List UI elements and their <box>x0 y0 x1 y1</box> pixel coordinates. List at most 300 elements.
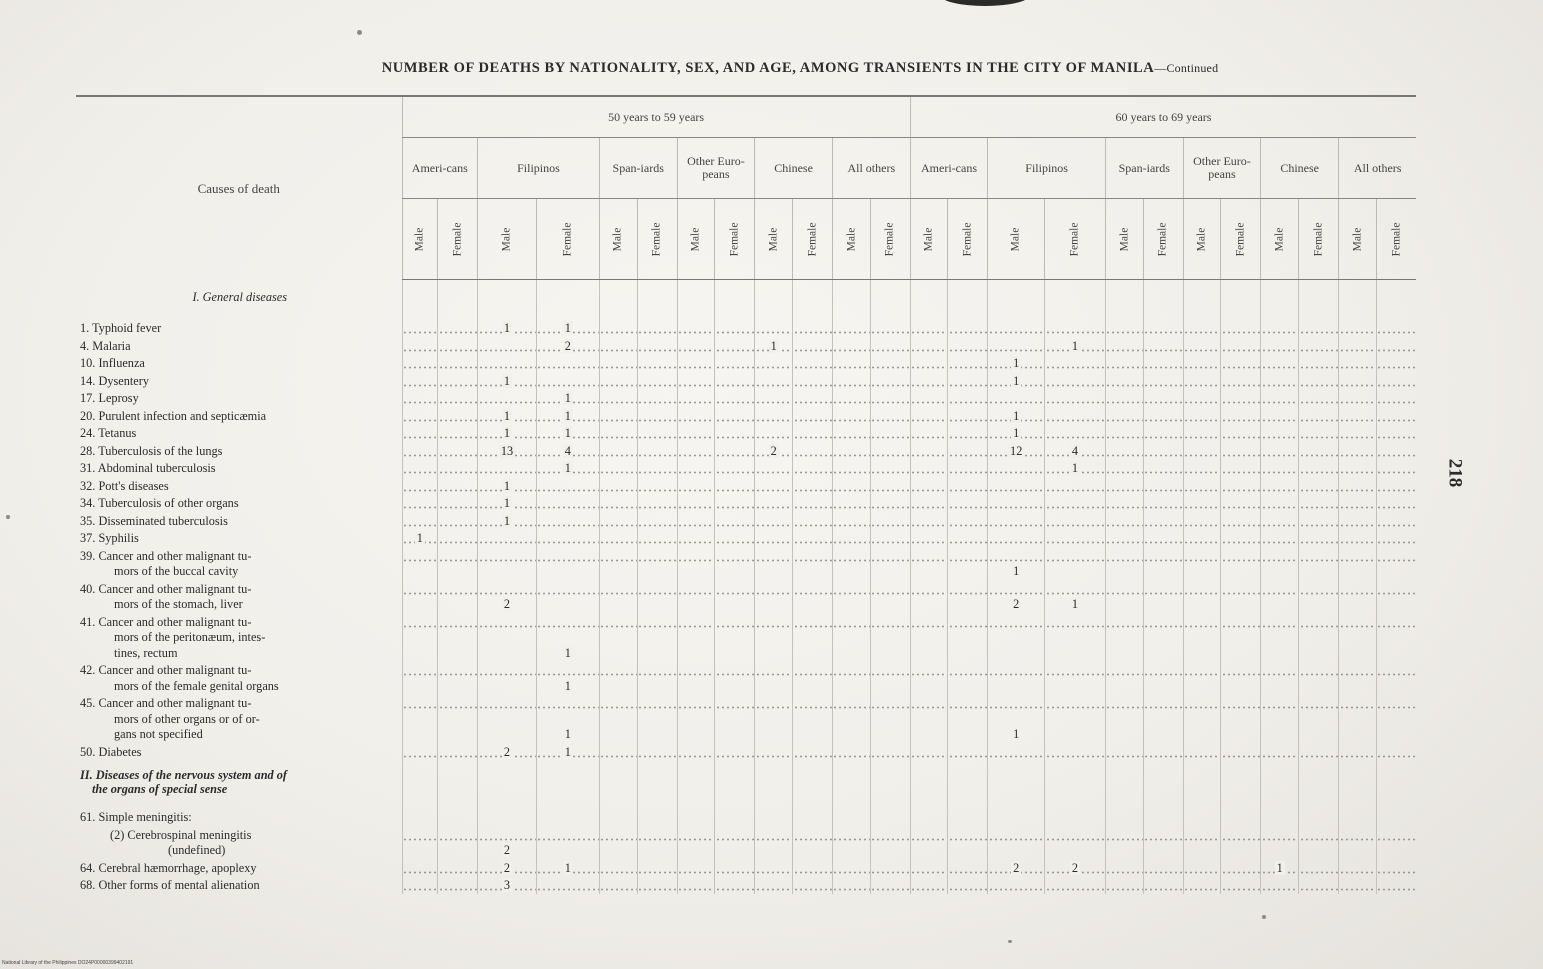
empty-cell <box>1299 389 1339 407</box>
empty-cell <box>677 459 715 477</box>
empty-cell <box>1105 459 1143 477</box>
empty-cell <box>1221 337 1261 355</box>
deaths-table <box>76 95 1416 894</box>
empty-cell <box>1261 477 1299 495</box>
empty-cell <box>1376 512 1416 530</box>
empty-cell <box>677 407 715 425</box>
empty-cell <box>536 529 599 547</box>
empty-cell <box>1105 372 1143 390</box>
empty-cell <box>438 354 478 372</box>
empty-cell <box>1221 494 1261 512</box>
section-title-continued: the organs of special sense <box>92 782 228 796</box>
empty-cell <box>1221 580 1261 613</box>
empty-cell <box>637 319 677 337</box>
empty-cell <box>1339 442 1377 460</box>
empty-cell <box>832 337 870 355</box>
count-value: 1 <box>564 426 571 440</box>
empty-cell <box>1221 424 1261 442</box>
count-value: 2 <box>503 597 511 611</box>
cause-of-death <box>76 512 402 530</box>
empty-cell <box>1143 859 1183 877</box>
empty-cell <box>1105 407 1143 425</box>
empty-cell <box>1376 319 1416 337</box>
empty-cell <box>1376 760 1416 808</box>
count-value: 13 <box>500 443 514 458</box>
cause-of-death <box>76 859 402 877</box>
empty-cell <box>715 407 755 425</box>
speck <box>1008 940 1012 943</box>
empty-cell <box>870 337 910 355</box>
empty-cell <box>793 389 833 407</box>
cause-label: 50. Diabetes <box>80 744 142 759</box>
empty-cell <box>793 529 833 547</box>
empty-cell <box>870 760 910 808</box>
cause-label: 24. Tetanus <box>80 426 137 440</box>
count-value: 1 <box>564 461 571 475</box>
table-row <box>76 477 1416 495</box>
empty-cell <box>832 280 870 320</box>
empty-cell <box>793 694 833 743</box>
death-count <box>988 354 1045 372</box>
empty-cell <box>599 407 637 425</box>
empty-cell <box>1143 694 1183 743</box>
empty-cell <box>599 859 637 877</box>
empty-cell <box>1299 580 1339 613</box>
cause-label: 10. Influenza <box>80 356 145 370</box>
cause-label: 14. Dysentery <box>80 373 149 388</box>
empty-cell <box>677 613 715 662</box>
empty-cell <box>755 613 793 662</box>
empty-cell <box>1299 694 1339 743</box>
empty-cell <box>988 529 1045 547</box>
empty-cell <box>1376 477 1416 495</box>
empty-cell <box>599 459 637 477</box>
empty-cell <box>1183 529 1221 547</box>
empty-cell <box>1339 826 1377 859</box>
empty-cell <box>715 280 755 320</box>
cause-label-continued: mors of other organs or of or- <box>114 711 260 726</box>
age-group-60-69: 60 years to 69 years <box>910 96 1416 138</box>
causes-of-death-header: Causes of death <box>76 96 402 280</box>
empty-cell <box>870 494 910 512</box>
death-count <box>478 372 537 390</box>
section-row-nervous <box>76 760 1416 808</box>
male-header <box>988 199 1045 280</box>
empty-cell <box>1183 494 1221 512</box>
table-row <box>76 743 1416 761</box>
empty-cell <box>755 694 793 743</box>
empty-cell <box>1183 743 1221 761</box>
empty-cell <box>832 613 870 662</box>
male-header <box>599 199 637 280</box>
empty-cell <box>402 442 438 460</box>
death-count <box>988 407 1045 425</box>
cause-label-continued: mors of the stomach, liver <box>114 597 243 611</box>
death-count <box>988 694 1045 743</box>
empty-cell <box>793 407 833 425</box>
empty-cell <box>910 372 948 390</box>
empty-cell <box>1045 477 1106 495</box>
empty-cell <box>1221 407 1261 425</box>
count-value: 1 <box>1013 426 1020 440</box>
table-row <box>76 494 1416 512</box>
empty-cell <box>1221 442 1261 460</box>
empty-cell <box>948 494 988 512</box>
empty-cell <box>1221 547 1261 580</box>
count-value: 2 <box>503 744 511 759</box>
death-count <box>755 442 793 460</box>
empty-cell <box>599 477 637 495</box>
empty-cell <box>536 547 599 580</box>
empty-cell <box>793 512 833 530</box>
empty-cell <box>478 661 537 694</box>
count-value: 1 <box>564 408 571 423</box>
empty-cell <box>402 407 438 425</box>
sex-label: Male <box>413 227 426 252</box>
empty-cell <box>1299 494 1339 512</box>
nationality-header: Other Euro-peans <box>1183 138 1261 199</box>
cause-label: 4. Malaria <box>80 338 131 353</box>
female-header <box>438 199 478 280</box>
death-count <box>478 442 537 460</box>
empty-cell <box>1183 337 1221 355</box>
male-header <box>478 199 537 280</box>
empty-cell <box>1183 547 1221 580</box>
count-value: 1 <box>564 727 571 741</box>
empty-cell <box>1143 826 1183 859</box>
table-row <box>76 424 1416 442</box>
empty-cell <box>1105 477 1143 495</box>
empty-cell <box>910 529 948 547</box>
empty-cell <box>832 442 870 460</box>
empty-cell <box>755 407 793 425</box>
empty-cell <box>948 580 988 613</box>
death-count <box>478 319 537 337</box>
count-value: 2 <box>1071 860 1079 875</box>
empty-cell <box>910 808 948 826</box>
empty-cell <box>832 580 870 613</box>
empty-cell <box>478 613 537 662</box>
female-header <box>1221 199 1261 280</box>
empty-cell <box>755 743 793 761</box>
table-row <box>76 694 1416 743</box>
empty-cell <box>1376 354 1416 372</box>
count-value: 1 <box>1071 597 1079 611</box>
empty-cell <box>599 512 637 530</box>
empty-cell <box>536 512 599 530</box>
empty-cell <box>1376 389 1416 407</box>
table-row <box>76 547 1416 580</box>
empty-cell <box>1183 389 1221 407</box>
empty-cell <box>677 876 715 894</box>
empty-cell <box>478 280 537 320</box>
empty-cell <box>1105 760 1143 808</box>
empty-cell <box>1339 760 1377 808</box>
empty-cell <box>793 808 833 826</box>
empty-cell <box>1143 280 1183 320</box>
death-count <box>536 424 599 442</box>
empty-cell <box>637 613 677 662</box>
empty-cell <box>948 354 988 372</box>
empty-cell <box>948 442 988 460</box>
empty-cell <box>832 547 870 580</box>
empty-cell <box>755 389 793 407</box>
empty-cell <box>1221 694 1261 743</box>
empty-cell <box>948 826 988 859</box>
empty-cell <box>832 512 870 530</box>
empty-cell <box>637 494 677 512</box>
table-row <box>76 459 1416 477</box>
cause-label-continued: mors of the female genital organs <box>114 678 279 693</box>
empty-cell <box>715 337 755 355</box>
empty-cell <box>1221 512 1261 530</box>
table-body <box>76 280 1416 894</box>
count-value: 1 <box>564 645 571 660</box>
empty-cell <box>1376 859 1416 877</box>
empty-cell <box>793 743 833 761</box>
empty-cell <box>870 808 910 826</box>
count-value: 1 <box>564 678 571 693</box>
empty-cell <box>1221 859 1261 877</box>
sex-label: Female <box>1156 222 1169 257</box>
empty-cell <box>402 760 438 808</box>
empty-cell <box>948 512 988 530</box>
empty-cell <box>1143 547 1183 580</box>
empty-cell <box>1221 372 1261 390</box>
empty-cell <box>1261 529 1299 547</box>
empty-cell <box>599 354 637 372</box>
empty-cell <box>793 372 833 390</box>
count-value: 1 <box>503 373 511 388</box>
empty-cell <box>1261 808 1299 826</box>
empty-cell <box>1045 613 1106 662</box>
death-count <box>988 580 1045 613</box>
count-value: 1 <box>1276 860 1283 875</box>
empty-cell <box>1045 319 1106 337</box>
speck <box>1262 915 1266 919</box>
empty-cell <box>832 459 870 477</box>
empty-cell <box>1376 529 1416 547</box>
empty-cell <box>948 859 988 877</box>
empty-cell <box>1183 442 1221 460</box>
empty-cell <box>599 826 637 859</box>
empty-cell <box>755 512 793 530</box>
female-header <box>637 199 677 280</box>
empty-cell <box>599 694 637 743</box>
empty-cell <box>599 389 637 407</box>
empty-cell <box>677 580 715 613</box>
cause-of-death <box>76 547 402 580</box>
empty-cell <box>1045 661 1106 694</box>
empty-cell <box>1376 876 1416 894</box>
empty-cell <box>910 442 948 460</box>
empty-cell <box>1183 613 1221 662</box>
empty-cell <box>536 372 599 390</box>
empty-cell <box>870 661 910 694</box>
nationality-header: Filipinos <box>478 138 600 199</box>
nationality-header: Chinese <box>755 138 833 199</box>
empty-cell <box>870 319 910 337</box>
empty-cell <box>1299 477 1339 495</box>
empty-cell <box>755 876 793 894</box>
empty-cell <box>755 580 793 613</box>
death-count <box>755 337 793 355</box>
empty-cell <box>948 477 988 495</box>
count-value: 1 <box>503 496 511 510</box>
sex-label: Female <box>1068 222 1081 257</box>
empty-cell <box>1261 280 1299 320</box>
empty-cell <box>755 808 793 826</box>
death-count <box>988 547 1045 580</box>
cause-label: 35. Disseminated tuberculosis <box>80 513 228 528</box>
empty-cell <box>1045 529 1106 547</box>
empty-cell <box>988 512 1045 530</box>
empty-cell <box>1261 661 1299 694</box>
empty-cell <box>637 407 677 425</box>
empty-cell <box>1339 477 1377 495</box>
death-count <box>478 477 537 495</box>
cause-label: 28. Tuberculosis of the lungs <box>80 443 223 458</box>
empty-cell <box>1261 337 1299 355</box>
cause-label: (2) Cerebrospinal meningitis <box>110 827 252 842</box>
empty-cell <box>793 442 833 460</box>
cause-of-death <box>76 459 402 477</box>
empty-cell <box>1221 661 1261 694</box>
empty-cell <box>1299 808 1339 826</box>
male-header <box>677 199 715 280</box>
empty-cell <box>910 389 948 407</box>
empty-cell <box>599 547 637 580</box>
empty-cell <box>1143 354 1183 372</box>
empty-cell <box>1183 459 1221 477</box>
empty-cell <box>1376 547 1416 580</box>
male-header <box>832 199 870 280</box>
empty-cell <box>1299 337 1339 355</box>
empty-cell <box>715 442 755 460</box>
empty-cell <box>599 876 637 894</box>
empty-cell <box>677 354 715 372</box>
female-header <box>536 199 599 280</box>
empty-cell <box>1221 389 1261 407</box>
empty-cell <box>536 354 599 372</box>
speck <box>357 30 362 35</box>
count-value: 2 <box>1013 597 1020 611</box>
table-row <box>76 876 1416 894</box>
empty-cell <box>1045 808 1106 826</box>
female-header <box>715 199 755 280</box>
empty-cell <box>870 859 910 877</box>
empty-cell <box>793 477 833 495</box>
count-value: 1 <box>564 744 571 759</box>
empty-cell <box>870 876 910 894</box>
empty-cell <box>677 424 715 442</box>
empty-cell <box>832 494 870 512</box>
empty-cell <box>1261 613 1299 662</box>
empty-cell <box>715 876 755 894</box>
nationality-header: Chinese <box>1261 138 1339 199</box>
death-count <box>1045 442 1106 460</box>
empty-cell <box>1339 859 1377 877</box>
death-count <box>478 826 537 859</box>
empty-cell <box>1339 424 1377 442</box>
empty-cell <box>1045 694 1106 743</box>
empty-cell <box>793 826 833 859</box>
empty-cell <box>599 661 637 694</box>
cause-of-death <box>76 354 402 372</box>
empty-cell <box>832 529 870 547</box>
section-row-general <box>76 280 1416 320</box>
empty-cell <box>870 372 910 390</box>
empty-cell <box>870 442 910 460</box>
page-number: 218 <box>1444 458 1466 488</box>
empty-cell <box>1143 407 1183 425</box>
empty-cell <box>402 876 438 894</box>
empty-cell <box>988 459 1045 477</box>
empty-cell <box>402 459 438 477</box>
empty-cell <box>1045 407 1106 425</box>
empty-cell <box>536 580 599 613</box>
empty-cell <box>1105 319 1143 337</box>
empty-cell <box>1299 859 1339 877</box>
empty-cell <box>438 826 478 859</box>
section-heading <box>76 760 402 808</box>
sex-label: Male <box>922 227 935 252</box>
empty-cell <box>1221 613 1261 662</box>
count-value: 4 <box>564 443 571 458</box>
sex-label: Male <box>1350 227 1363 252</box>
death-count <box>1045 459 1106 477</box>
empty-cell <box>910 337 948 355</box>
empty-cell <box>832 808 870 826</box>
count-value: 4 <box>1071 443 1079 458</box>
female-header <box>870 199 910 280</box>
empty-cell <box>948 876 988 894</box>
empty-cell <box>536 826 599 859</box>
empty-cell <box>832 372 870 390</box>
empty-cell <box>1045 372 1106 390</box>
death-count <box>536 407 599 425</box>
death-count <box>536 859 599 877</box>
sex-label: Male <box>611 227 624 252</box>
empty-cell <box>1143 372 1183 390</box>
empty-cell <box>870 743 910 761</box>
empty-cell <box>755 661 793 694</box>
death-count <box>536 319 599 337</box>
death-count <box>1045 859 1106 877</box>
table-row <box>76 389 1416 407</box>
empty-cell <box>1221 459 1261 477</box>
empty-cell <box>1261 826 1299 859</box>
empty-cell <box>438 743 478 761</box>
cause-label: 1. Typhoid fever <box>80 321 162 335</box>
death-count <box>478 512 537 530</box>
empty-cell <box>1299 407 1339 425</box>
female-header <box>1143 199 1183 280</box>
sex-label: Female <box>961 222 974 257</box>
empty-cell <box>1376 459 1416 477</box>
table-row <box>76 372 1416 390</box>
empty-cell <box>948 743 988 761</box>
empty-cell <box>637 442 677 460</box>
empty-cell <box>793 280 833 320</box>
empty-cell <box>1339 389 1377 407</box>
empty-cell <box>988 319 1045 337</box>
count-value: 1 <box>564 391 571 405</box>
nationality-header: Filipinos <box>988 138 1106 199</box>
empty-cell <box>1376 826 1416 859</box>
empty-cell <box>715 859 755 877</box>
empty-cell <box>715 459 755 477</box>
